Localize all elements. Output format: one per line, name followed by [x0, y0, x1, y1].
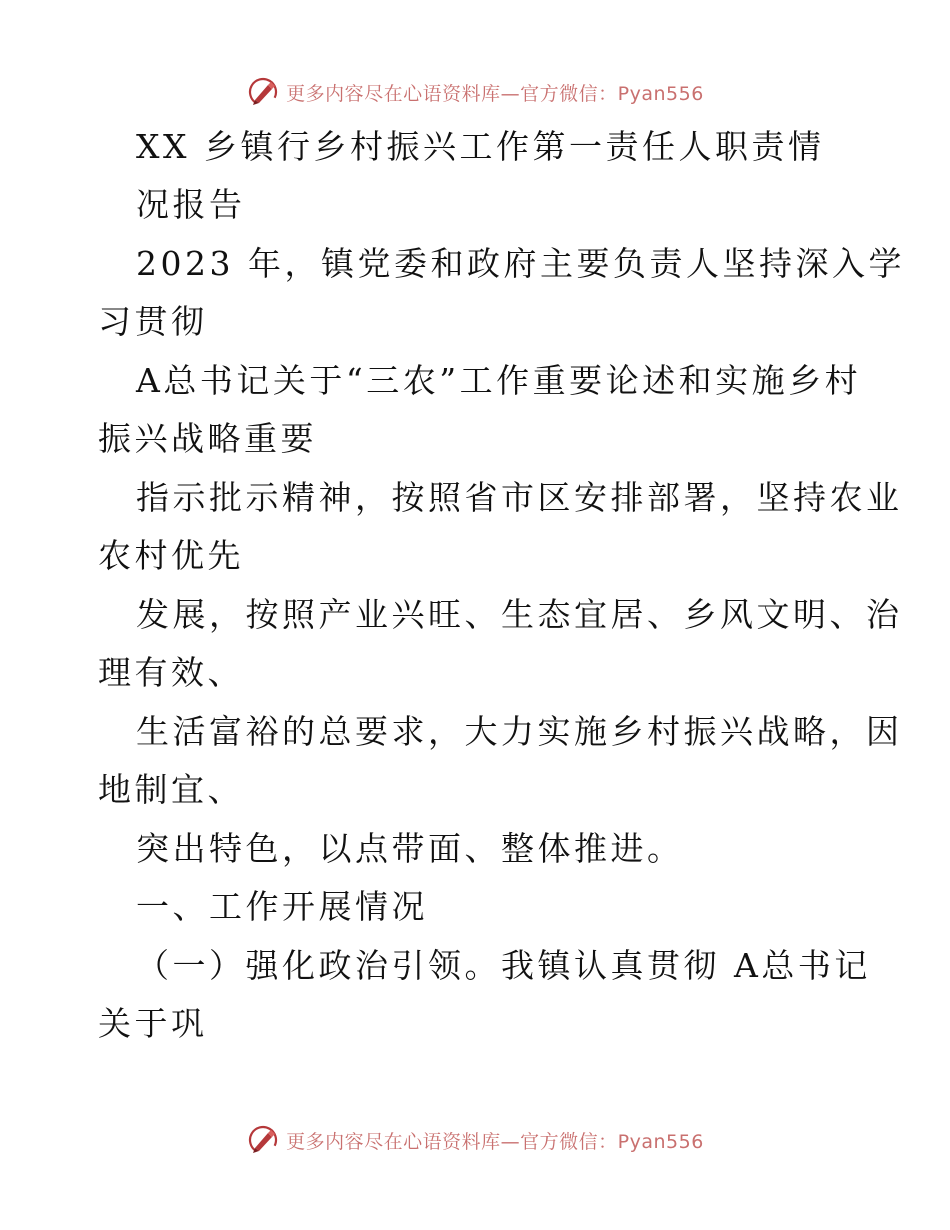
paragraph-line: 突出特色，以点带面、整体推进。 [136, 829, 684, 868]
watermark-text: 更多内容尽在心语资料库—官方微信：Pyan556 [286, 82, 704, 105]
paragraph-line: 关于巩 [98, 1004, 208, 1043]
watermark-content [246, 1123, 704, 1157]
paragraph-line: 发展，按照产业兴旺、生态宜居、乡风文明、治 [136, 595, 903, 634]
watermark-content [246, 75, 704, 109]
paragraph-line: 地制宜、 [98, 770, 244, 809]
paragraph-line: 生活富裕的总要求，大力实施乡村振兴战略，因 [136, 712, 903, 751]
pen-logo-icon [246, 1123, 280, 1157]
paragraph-line: A总书记关于“三农”工作重要论述和实施乡村 [136, 361, 862, 400]
footer-watermark [0, 1120, 950, 1160]
watermark-text: 更多内容尽在心语资料库—官方微信：Pyan556 [286, 1130, 704, 1153]
paragraph-line: 农村优先 [98, 536, 244, 575]
subsection-line: （一）强化政治引领。我镇认真贯彻 A总书记 [136, 946, 871, 985]
pen-logo-icon [246, 75, 280, 109]
paragraph-line: 习贯彻 [98, 302, 208, 341]
section-heading: 一、工作开展情况 [136, 887, 428, 926]
doc-title-line-2: 况报告 [136, 185, 246, 224]
header-watermark [0, 72, 950, 112]
paragraph-line: 理有效、 [98, 653, 244, 692]
paragraph-line: 2023 年，镇党委和政府主要负责人坚持深入学 [136, 244, 905, 283]
paragraph-line: 振兴战略重要 [98, 419, 317, 458]
paragraph-line: 指示批示精神，按照省市区安排部署，坚持农业 [136, 478, 903, 517]
doc-title-line-1: XX 乡镇行乡村振兴工作第一责任人职责情 [136, 127, 825, 166]
